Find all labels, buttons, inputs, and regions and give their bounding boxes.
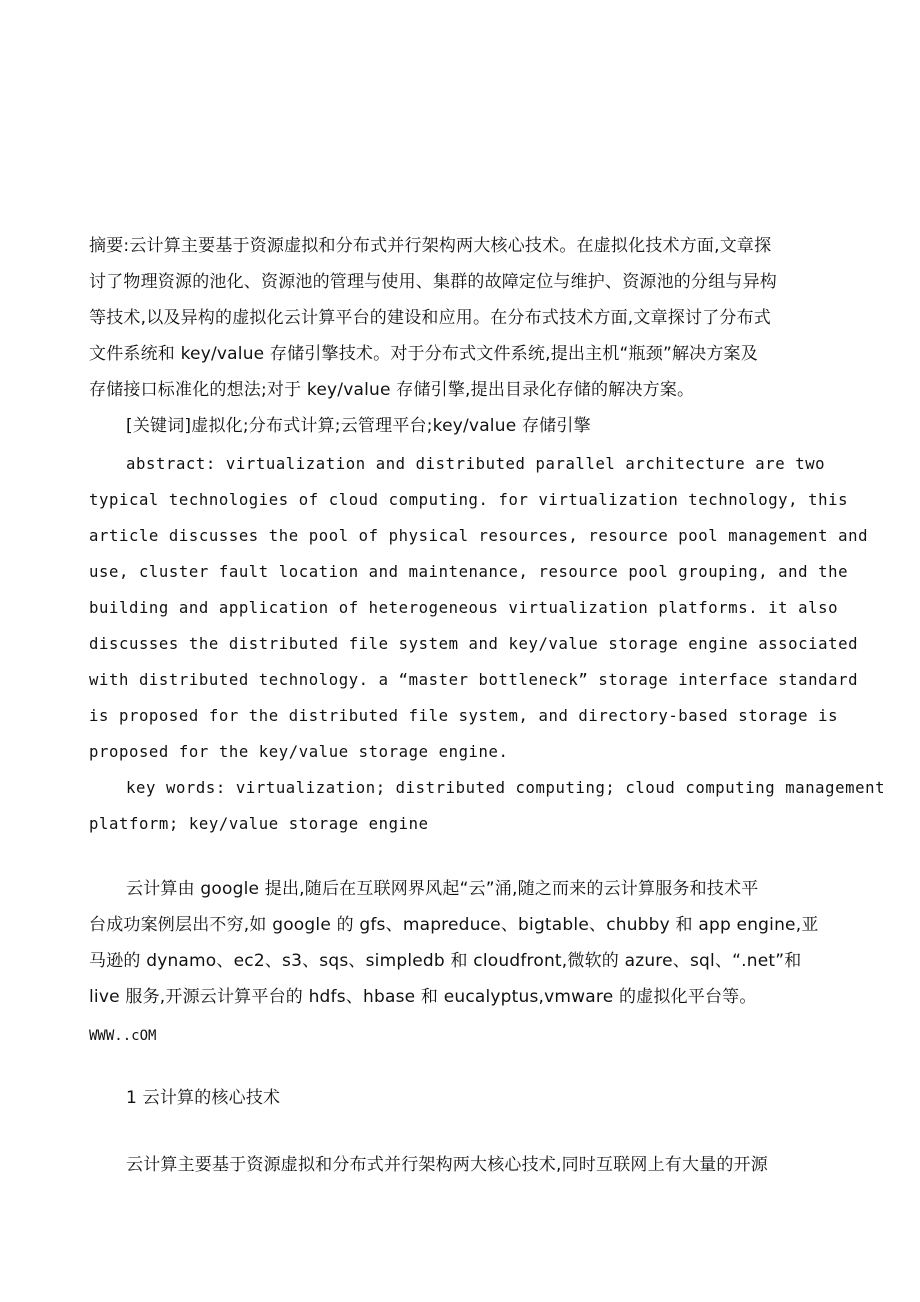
abstract-en-line: with distributed technology. a “master bottleneck” storage interface standard [89, 671, 859, 689]
intro-line: live 服务,开源云计算平台的 hdfs、hbase 和 eucalyptus,vmware 的虚拟化平台等。 [89, 987, 757, 1007]
keywords-cn: [关键词]虚拟化;分布式计算;云管理平台;key/value 存储引擎 [126, 416, 591, 436]
abstract-en-line: building and application of heterogeneous virtualization platforms. it also [89, 599, 839, 617]
site-watermark-text: WWW..cOM [89, 1028, 157, 1044]
section-heading: 1 云计算的核心技术 [126, 1088, 281, 1108]
intro-line: 马逊的 dynamo、ec2、s3、sqs、simpledb 和 cloudfront,微软的 azure、sql、“.net”和 [89, 951, 802, 971]
abstract-en-line: proposed for the key/value storage engine. [89, 743, 509, 761]
section-body-line: 云计算主要基于资源虚拟和分布式并行架构两大核心技术,同时互联网上有大量的开源 [126, 1155, 769, 1175]
abstract-en-line: use, cluster fault location and maintenance, resource pool grouping, and the [89, 563, 849, 581]
abstract-en-line: typical technologies of cloud computing. for virtualization technology, this [89, 491, 849, 509]
abstract-cn-line: 讨了物理资源的池化、资源池的管理与使用、集群的故障定位与维护、资源池的分组与异构 [89, 272, 777, 292]
keywords-en-line: platform; key/value storage engine [89, 815, 429, 833]
abstract-en-line: abstract: virtualization and distributed parallel architecture are two [126, 455, 826, 473]
keywords-en-line: key words: virtualization; distributed computing; cloud computing management [126, 779, 886, 797]
abstract-cn-line: 摘要:云计算主要基于资源虚拟和分布式并行架构两大核心技术。在虚拟化技术方面,文章探 [89, 236, 772, 256]
abstract-cn-line: 存储接口标准化的想法;对于 key/value 存储引擎,提出目录化存储的解决方案。 [89, 380, 695, 400]
abstract-cn-line: 文件系统和 key/value 存储引擎技术。对于分布式文件系统,提出主机“瓶颈”解决方案及 [89, 344, 758, 364]
abstract-en-line: is proposed for the distributed file system, and directory-based storage is [89, 707, 839, 725]
intro-line: 台成功案例层出不穷,如 google 的 gfs、mapreduce、bigtable、chubby 和 app engine,亚 [89, 915, 819, 935]
intro-line: 云计算由 google 提出,随后在互联网界风起“云”涌,随之而来的云计算服务和技术平 [126, 879, 759, 899]
abstract-en-line: article discusses the pool of physical resources, resource pool management and [89, 527, 869, 545]
abstract-cn-line: 等技术,以及异构的虚拟化云计算平台的建设和应用。在分布式技术方面,文章探讨了分布式 [89, 308, 772, 328]
abstract-en-line: discusses the distributed file system and key/value storage engine associated [89, 635, 859, 653]
